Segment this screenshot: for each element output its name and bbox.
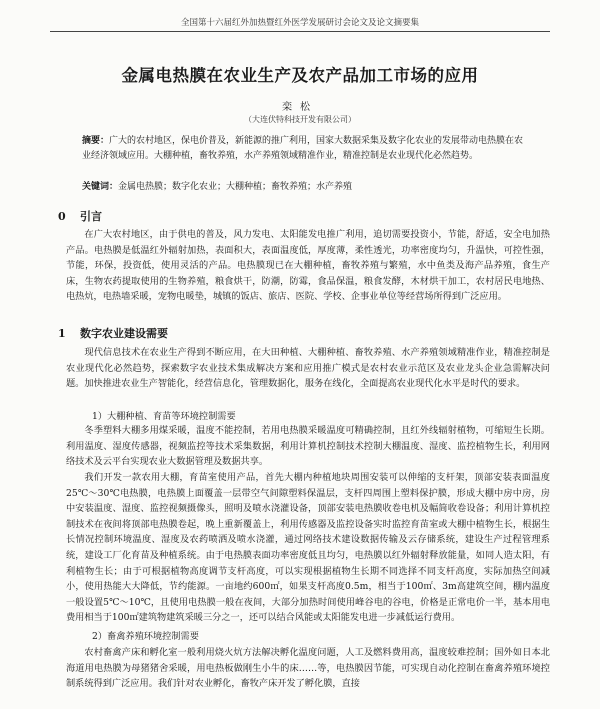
subheading-livestock: 2）畜禽养殖环境控制需要 <box>92 631 199 642</box>
abstract-text: 广大的农村地区，保电价普及，新能源的推广利用，国家大数据采集及数字化农业的发展带动电热膜在农业经济领域应用。大棚种植，畜牧养殖，水产养殖领域精准作业，精准控制是农业现代化必然趋势。 <box>82 136 524 161</box>
greenhouse-paragraph: 冬季塑料大棚多用煤采暖，温度不能控制，若用电热膜采暖温度可精确控制，且红外线辐射植物，可缩短生长期。利用温度、湿度传感器，视频监控等技术采集数据，利用计算机控制技术控制大棚温度、湿度、监控植物生长，利用网络技术及云平台实现农业大数据管理及数据共享。 <box>66 425 550 468</box>
keywords-text: 金属电热膜；数字化农业；大棚种植；畜牧养殖；水产养殖 <box>118 182 353 192</box>
section-heading-intro <box>58 208 102 224</box>
author: 栾松 <box>282 102 318 113</box>
section-number: 1 <box>58 327 66 340</box>
keywords-label: 关键词： <box>82 182 119 192</box>
section-number: 0 <box>58 210 66 223</box>
section-heading-digital-agriculture <box>58 325 168 341</box>
keywords <box>82 180 532 195</box>
greenhouse-product-paragraph: 我们开发一款农用大棚，育苗室使用产品，首先大棚内种植地块周围安装可以伸缩的支杆架，顶部安装表面温度25℃～30℃电热膜，电热膜上面覆盖一层带空气间隙塑料保温层，支杆四周围上塑料保护膜，形成大棚中房中房，房中安装温度、湿度、监控视频摄像头，照明及喷水浇灌设备，顶部安装电热膜收卷电机及幅简收卷设备；利用计算机控制技术在夜间将顶部电热膜卷起，晚上重新覆盖上，利用传感器及监控设备实时监控育苗室或大棚中植物生长，根据生长情况控制环境温度、湿度及农药喷洒及喷水浇灌，通过网络技术建设数据传输及云存储系统，建设生产过程管理系统，建设工厂化育苗及种植系统。由于电热膜表面功率密度低且均匀，电热膜以红外辐射释放能量，如同人造太阳，有利植物生长；由于可根据植物高度调节支杆高度，可以实现根据植物生长期不同选择不同支杆高度，实际加热空间减小，使用热能大大降低，节约能源。一亩地约600㎡，如果支杆高度0.5m，相当于100㎡、3m高建筑空间，棚内温度一般设置5℃～10℃，且使用电热膜一般在夜间，大部分加热时间使用峰谷电的谷电，价格是正常电价一半，基本用电费用相当于100㎡建筑物建筑采暖三分之一，还可以结合风能或太阳能发电进一步减低运行费用。 <box>66 472 550 624</box>
livestock-paragraph: 农村畜禽产床和孵化室一般利用烧火炕方法解决孵化温度问题，人工及燃料费用高，温度较难控制；国外如日本北海道用电热膜为母猪猪舍采暖，用电热板做刚生小牛的床……等，电热膜因节能，可实现自动化控制在畜禽养殖环境控制系统得到广泛应用。我们针对农业孵化，畜牧产床开发了孵化膜，直接 <box>66 647 550 690</box>
running-header: 全国第十六届红外加热暨红外医学发展研讨会论文及论文摘要集 <box>50 16 550 32</box>
intro-paragraph: 在广大农村地区，由于供电的普及，风力发电、太阳能发电推广利用，追切需要投资小，节能，舒适，安全电加热产品。电热膜是低温红外辐射加热，表面积大，表面温度低，厚度薄，柔性透光，功率密度均匀，升温快，可控性强，节能，环保，投资低，使用灵活的产品。电热膜现已在大棚种植，畜牧养殖与繁殖，水中鱼类及海产品养殖，食生产床，生物农药提取使用的生物养殖，粮食烘干，防潮，防霉，食品保温，粮食发酵，木材烘干加工，农村居民电地热、电热炕，电热墙采暖，宠物电暖垫，城镇的饭店、旅店、医院、学校、企事业单位等经营场所得到广泛应用。 <box>66 229 550 303</box>
abstract-label: 摘要： <box>82 136 110 146</box>
section1-paragraph: 现代信息技术在农业生产得到不断应用，在大田种植、大棚种植、畜牧养殖、水产养殖领域精准作业，精准控制是农业现代化必然趋势，探索数字农业技术集成解决方案和应用推广模式是农村农业示范区及农业龙头企业急需解决问题。加快推进农业生产智能化，经营信息化，管理数据化，服务在线化，全面提高农业现代化水平是时代的要求。 <box>66 347 550 390</box>
section-title: 引言 <box>80 210 102 223</box>
abstract <box>82 134 532 164</box>
section-title: 数字农业建设需要 <box>80 327 168 340</box>
subheading-greenhouse: 1）大棚种植、育苗等环境控制需要 <box>92 411 236 422</box>
paper-title: 金属电热膜在农业生产及农产品加工市场的应用 <box>121 66 479 85</box>
affiliation: （大连伏特科技开发有限公司） <box>244 115 356 124</box>
